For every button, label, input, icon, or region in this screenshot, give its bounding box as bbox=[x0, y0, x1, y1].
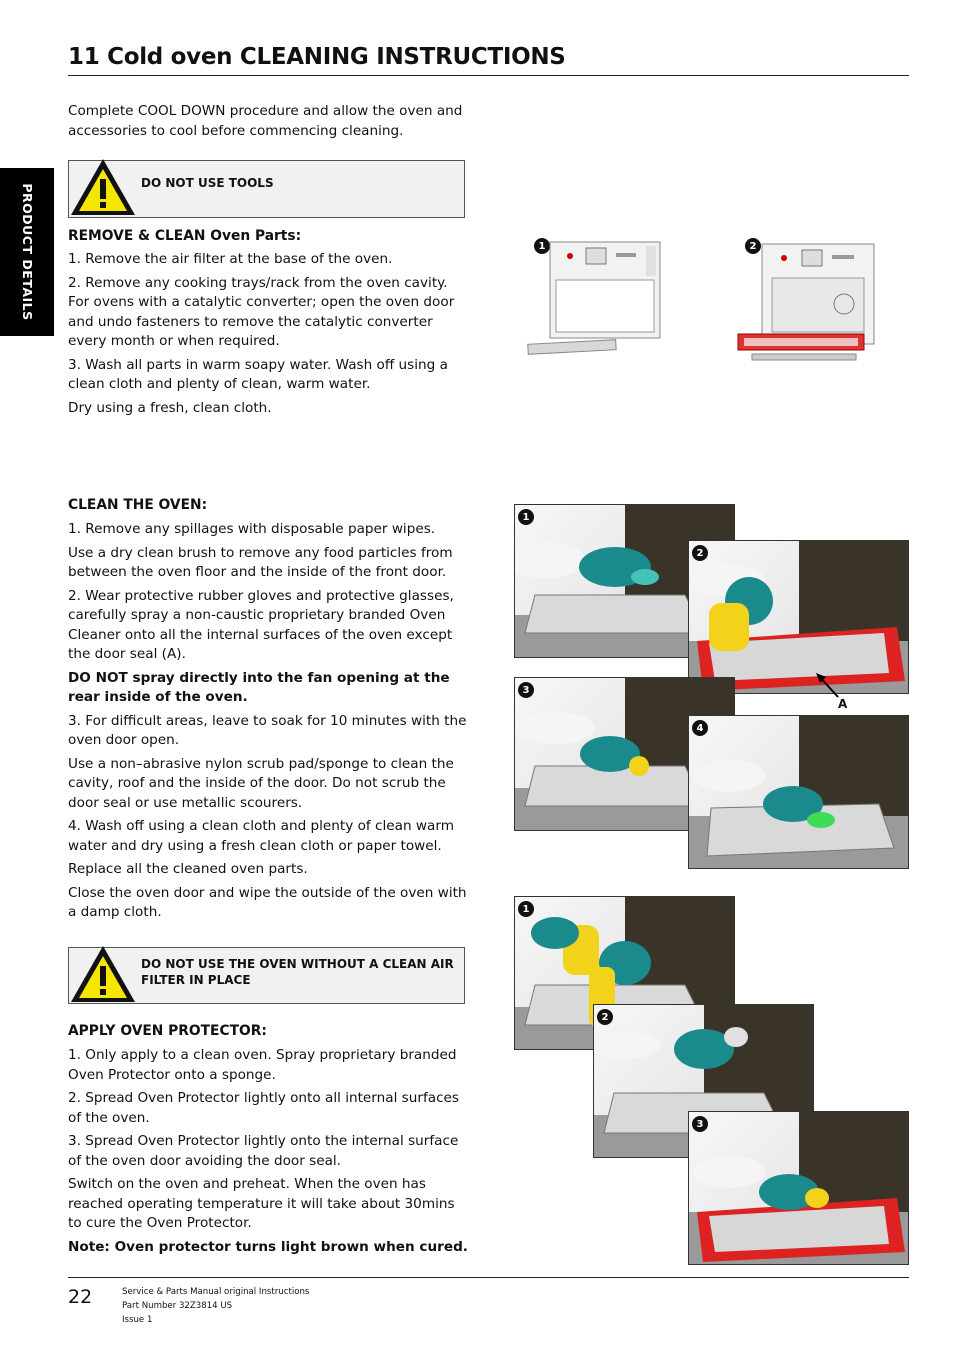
warning-box-air-filter bbox=[68, 947, 465, 1004]
figure-number: 4 bbox=[692, 720, 708, 736]
warning-box-tools bbox=[68, 160, 465, 218]
protect-section bbox=[68, 1046, 468, 1261]
intro-text: Complete COOL DOWN procedure and allow the oven and accessories to cool before commencing cleaning. bbox=[68, 103, 463, 139]
warning-text-tools: DO NOT USE TOOLS bbox=[141, 176, 274, 190]
footer-line-3: Issue 1 bbox=[122, 1315, 153, 1325]
clean-step-3b: Use a non–abrasive nylon scrub pad/sponge to clean the cavity, roof and the inside of the door. Do not scrub the door seal or use metallic scourers. bbox=[68, 755, 454, 811]
page-number: 22 bbox=[68, 1286, 93, 1308]
remove-step-2: 2. Remove any cooking trays/rack from the oven cavity. For ovens with a catalytic converter; open the oven door and undo fasteners to remove the catalytic converter every month or when required. bbox=[68, 274, 455, 349]
side-tab-label: PRODUCT DETAILS bbox=[20, 183, 35, 321]
protect-step-3: 3. Spread Oven Protector lightly onto the internal surface of the oven door avoiding the door seal. bbox=[68, 1133, 459, 1169]
figure-number: 2 bbox=[745, 238, 761, 254]
title-divider bbox=[68, 75, 909, 76]
section-side-tab bbox=[0, 168, 54, 336]
clean-section bbox=[68, 520, 468, 927]
figure-number: 2 bbox=[597, 1009, 613, 1025]
protect-note: Note: Oven protector turns light brown when cured. bbox=[68, 1238, 468, 1255]
remove-heading: REMOVE & CLEAN Oven Parts: bbox=[68, 228, 302, 244]
photo-protector-door bbox=[688, 1111, 909, 1265]
door-seal-label: A bbox=[838, 697, 848, 711]
clean-step-2: 2. Wear protective rubber gloves and protective glasses, carefully spray a non-caustic proprietary branded Oven Cleaner onto all the internal surfaces of the oven except the door seal (A). bbox=[68, 587, 454, 662]
protect-heading: APPLY OVEN PROTECTOR: bbox=[68, 1023, 267, 1039]
figure-number: 3 bbox=[692, 1116, 708, 1132]
oven-open-illustration bbox=[732, 238, 907, 368]
page-title: 11 Cold oven CLEANING INSTRUCTIONS bbox=[68, 44, 566, 70]
warning-text-air-filter: DO NOT USE THE OVEN WITHOUT A CLEAN AIR FILTER IN PLACE bbox=[141, 957, 454, 987]
footer-line-1: Service & Parts Manual original Instructions bbox=[122, 1287, 310, 1297]
remove-section bbox=[68, 250, 468, 422]
clean-step-6: Close the oven door and wipe the outside of the oven with a damp cloth. bbox=[68, 884, 467, 920]
figure-number: 3 bbox=[518, 682, 534, 698]
figure-number: 2 bbox=[692, 545, 708, 561]
footer-line-2: Part Number 32Z3814 US bbox=[122, 1301, 233, 1311]
figure-number: 1 bbox=[518, 509, 534, 525]
remove-step-1: 1. Remove the air filter at the base of the oven. bbox=[68, 251, 393, 267]
figure-number: 1 bbox=[534, 238, 550, 254]
protect-step-2: 2. Spread Oven Protector lightly onto all internal surfaces of the oven. bbox=[68, 1090, 459, 1126]
pointer-arrow-icon bbox=[814, 671, 840, 699]
protect-step-4: Switch on the oven and preheat. When the oven has reached operating temperature it will take about 30mins to cure the Oven Protector. bbox=[68, 1176, 455, 1231]
footer-divider bbox=[68, 1277, 909, 1278]
remove-step-3: 3. Wash all parts in warm soapy water. Wash off using a clean cloth and plenty of clean, warm water. bbox=[68, 356, 448, 392]
clean-heading: CLEAN THE OVEN: bbox=[68, 497, 208, 513]
clean-step-1: 1. Remove any spillages with disposable paper wipes. bbox=[68, 521, 436, 537]
warning-triangle-icon bbox=[69, 157, 137, 217]
clean-warning-fan: DO NOT spray directly into the fan opening at the rear inside of the oven. bbox=[68, 669, 450, 705]
oven-closed-illustration bbox=[522, 238, 682, 358]
clean-step-5: Replace all the cleaned oven parts. bbox=[68, 861, 308, 877]
figure-number: 1 bbox=[518, 901, 534, 917]
remove-step-4: Dry using a fresh, clean cloth. bbox=[68, 399, 272, 416]
protect-step-1: 1. Only apply to a clean oven. Spray proprietary branded Oven Protector onto a sponge. bbox=[68, 1047, 457, 1083]
clean-step-4: 4. Wash off using a clean cloth and plenty of clean warm water and dry using a fresh clean cloth or paper towel. bbox=[68, 818, 454, 854]
photo-spray-cleaner bbox=[688, 540, 909, 694]
clean-step-3: 3. For difficult areas, leave to soak for 10 minutes with the oven door open. bbox=[68, 712, 467, 748]
photo-wash-off bbox=[688, 715, 909, 869]
warning-triangle-icon bbox=[69, 944, 137, 1004]
clean-step-1b: Use a dry clean brush to remove any food particles from between the oven floor and the inside of the front door. bbox=[68, 544, 453, 580]
